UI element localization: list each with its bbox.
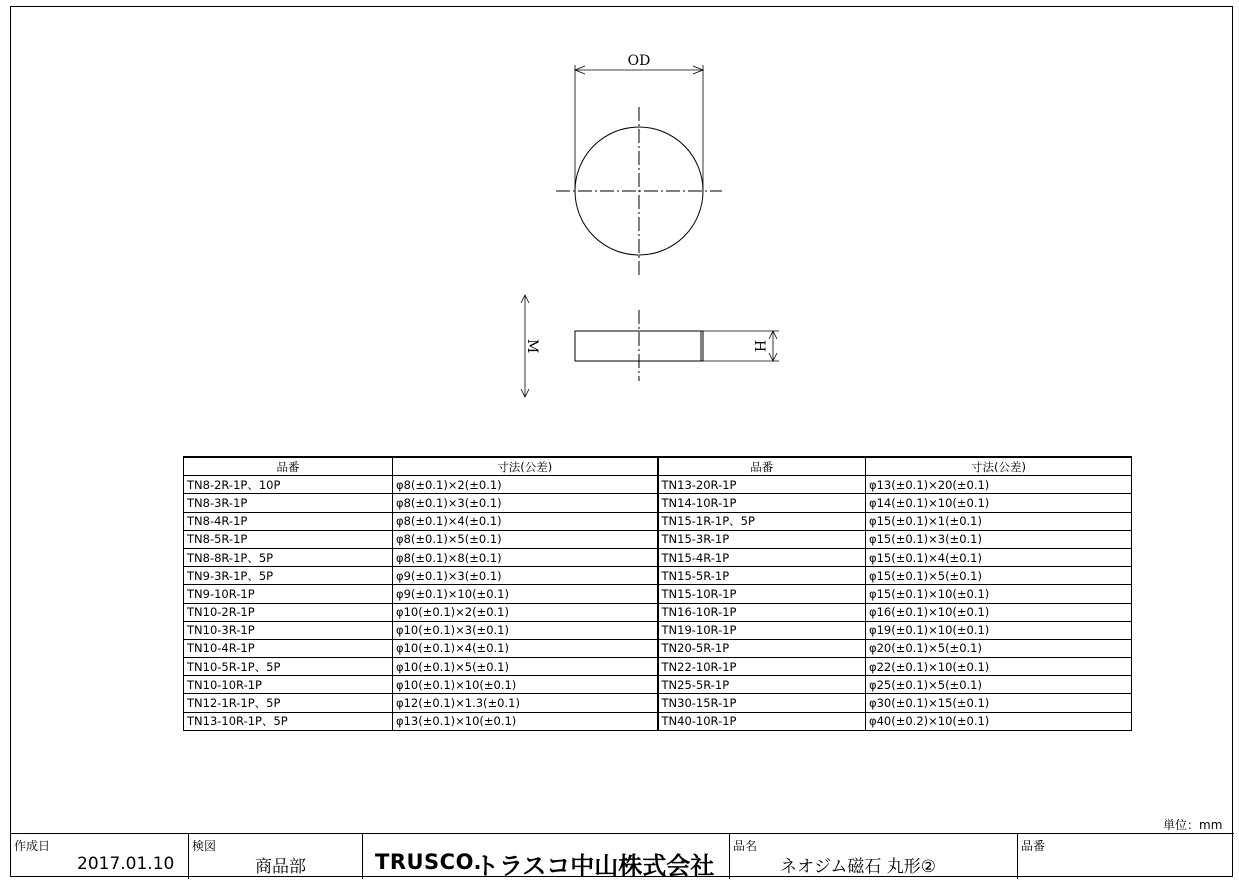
cell-part-no-right: TN25-5R-1P [658, 676, 866, 694]
company-cell [363, 834, 730, 879]
product-name-value: ネオジム磁石 丸形② [780, 857, 936, 877]
cell-part-no-right: TN15-4R-1P [658, 548, 866, 566]
m-label: M [524, 338, 540, 354]
cell-dimension-right: φ15(±0.1)×3(±0.1) [866, 530, 1132, 548]
cell-part-no-right: TN20-5R-1P [658, 639, 866, 657]
cell-part-no-left: TN13-10R-1P、5P [184, 712, 393, 730]
title-block [11, 833, 1234, 879]
h-label: H [751, 339, 767, 353]
cell-part-no-right: TN16-10R-1P [658, 603, 866, 621]
cell-part-no-left: TN10-5R-1P、5P [184, 658, 393, 676]
header-dimension-left: 寸法(公差) [393, 457, 658, 476]
header-part-no-left: 品番 [184, 457, 393, 476]
cell-part-no-right: TN15-10R-1P [658, 585, 866, 603]
cell-part-no-right: TN14-10R-1P [658, 494, 866, 512]
checked-label: 検図 [192, 839, 217, 853]
cell-dimension-left: φ9(±0.1)×3(±0.1) [393, 567, 658, 585]
cell-part-no-right: TN15-1R-1P、5P [658, 512, 866, 530]
cell-part-no-left: TN10-4R-1P [184, 639, 393, 657]
cell-part-no-right: TN30-15R-1P [658, 694, 866, 712]
cell-part-no-right: TN15-5R-1P [658, 567, 866, 585]
cell-part-no-left: TN12-1R-1P、5P [184, 694, 393, 712]
od-label: OD [627, 53, 651, 69]
brand-logo-latin: TRUSCO. [375, 850, 482, 874]
table-row [184, 530, 1132, 548]
cell-dimension-right: φ13(±0.1)×20(±0.1) [866, 476, 1132, 494]
created-date-cell [11, 834, 189, 879]
cell-dimension-right: φ14(±0.1)×10(±0.1) [866, 494, 1132, 512]
cell-part-no-left: TN8-5R-1P [184, 530, 393, 548]
table-row [184, 567, 1132, 585]
table-row [184, 639, 1132, 657]
cell-dimension-left: φ10(±0.1)×2(±0.1) [393, 603, 658, 621]
cell-dimension-right: φ40(±0.2)×10(±0.1) [866, 712, 1132, 730]
unit-label: 単位：mm [1163, 818, 1223, 832]
cell-part-no-left: TN10-3R-1P [184, 621, 393, 639]
table-row [184, 676, 1132, 694]
table-row [184, 621, 1132, 639]
table-row [184, 494, 1132, 512]
cell-part-no-right: TN15-3R-1P [658, 530, 866, 548]
checked-cell [189, 834, 363, 879]
table-row [184, 694, 1132, 712]
checked-value: 商品部 [255, 857, 306, 877]
table-row [184, 512, 1132, 530]
technical-drawing [11, 7, 1232, 427]
cell-dimension-right: φ15(±0.1)×10(±0.1) [866, 585, 1132, 603]
part-no-label: 品番 [1021, 839, 1046, 853]
created-date-value: 2017.01.10 [77, 854, 175, 874]
cell-dimension-right: φ30(±0.1)×15(±0.1) [866, 694, 1132, 712]
cell-dimension-left: φ12(±0.1)×1.3(±0.1) [393, 694, 658, 712]
table-row [184, 658, 1132, 676]
cell-dimension-left: φ13(±0.1)×10(±0.1) [393, 712, 658, 730]
cell-dimension-left: φ8(±0.1)×8(±0.1) [393, 548, 658, 566]
cell-part-no-left: TN9-3R-1P、5P [184, 567, 393, 585]
cell-part-no-left: TN8-8R-1P、5P [184, 548, 393, 566]
table-row [184, 476, 1132, 494]
spec-table [183, 456, 1132, 731]
cell-dimension-left: φ10(±0.1)×10(±0.1) [393, 676, 658, 694]
created-date-label: 作成日 [14, 839, 51, 853]
cell-part-no-left: TN8-4R-1P [184, 512, 393, 530]
cell-dimension-left: φ8(±0.1)×4(±0.1) [393, 512, 658, 530]
cell-dimension-left: φ8(±0.1)×2(±0.1) [393, 476, 658, 494]
cell-dimension-left: φ10(±0.1)×4(±0.1) [393, 639, 658, 657]
cell-dimension-right: φ16(±0.1)×10(±0.1) [866, 603, 1132, 621]
cell-dimension-right: φ19(±0.1)×10(±0.1) [866, 621, 1132, 639]
table-row [184, 585, 1132, 603]
cell-part-no-left: TN10-10R-1P [184, 676, 393, 694]
cell-part-no-right: TN40-10R-1P [658, 712, 866, 730]
cell-part-no-left: TN10-2R-1P [184, 603, 393, 621]
table-header-row [184, 457, 1132, 476]
brand-name-jp: トラスコ中山株式会社 [475, 852, 715, 880]
cell-dimension-right: φ20(±0.1)×5(±0.1) [866, 639, 1132, 657]
cell-part-no-right: TN19-10R-1P [658, 621, 866, 639]
cell-dimension-left: φ8(±0.1)×3(±0.1) [393, 494, 658, 512]
cell-part-no-left: TN8-2R-1P、10P [184, 476, 393, 494]
cell-part-no-right: TN22-10R-1P [658, 658, 866, 676]
cell-dimension-left: φ8(±0.1)×5(±0.1) [393, 530, 658, 548]
header-dimension-right: 寸法(公差) [866, 457, 1132, 476]
cell-dimension-right: φ15(±0.1)×4(±0.1) [866, 548, 1132, 566]
cell-dimension-right: φ25(±0.1)×5(±0.1) [866, 676, 1132, 694]
table-row [184, 548, 1132, 566]
part-no-cell [1018, 834, 1234, 879]
cell-dimension-right: φ15(±0.1)×5(±0.1) [866, 567, 1132, 585]
table-row [184, 712, 1132, 730]
table-row [184, 603, 1132, 621]
cell-part-no-left: TN8-3R-1P [184, 494, 393, 512]
spec-table-body [184, 476, 1132, 731]
cell-dimension-left: φ9(±0.1)×10(±0.1) [393, 585, 658, 603]
drawing-sheet [10, 6, 1233, 880]
cell-part-no-right: TN13-20R-1P [658, 476, 866, 494]
header-part-no-right: 品番 [658, 457, 866, 476]
product-name-label: 品名 [733, 839, 758, 853]
cell-dimension-right: φ22(±0.1)×10(±0.1) [866, 658, 1132, 676]
cell-dimension-left: φ10(±0.1)×5(±0.1) [393, 658, 658, 676]
product-name-cell [730, 834, 1018, 879]
cell-dimension-right: φ15(±0.1)×1(±0.1) [866, 512, 1132, 530]
cell-part-no-left: TN9-10R-1P [184, 585, 393, 603]
cell-dimension-left: φ10(±0.1)×3(±0.1) [393, 621, 658, 639]
